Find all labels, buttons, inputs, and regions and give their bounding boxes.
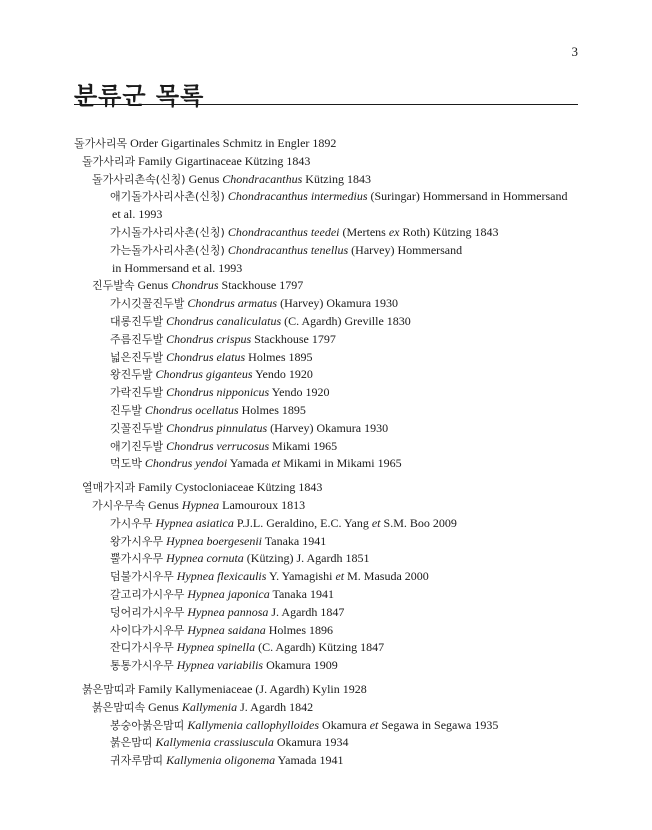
genus-entry [0,277,652,295]
scientific-name: Hypnea spinella [176,640,256,655]
entry-text: (Harvey) Okamura 1930 [267,420,389,435]
entry-text: Order Gigartinales Schmitz in Engler 1892 [127,136,337,150]
korean-name: 덩어리가시우무 [110,605,185,619]
entry-text: (Suringar) Hommersand in Hommersand [367,189,568,204]
entry-text: (Mertens [339,224,389,239]
species-entry [0,657,652,675]
korean-name: 붉은맘띠 [110,736,153,750]
species-entry [0,313,652,331]
korean-name: 왕가시우무 [110,534,164,548]
entry-text: Tanaka 1941 [269,586,334,601]
scientific-name: Chondrus [171,278,219,293]
scientific-name: Chondrus nipponicus [166,385,270,400]
scientific-name: Chondrus yendoi [144,456,228,471]
scientific-name: Kallymenia [181,699,238,714]
korean-name: 돌가사리촌속(신칭) [92,172,186,186]
korean-name: 가는돌가사리사촌(신칭) [110,243,225,257]
korean-name: 붉은맘띠과 [82,682,136,696]
entry-text: (C. Agardh) Greville 1830 [281,313,411,328]
korean-name: 돌가사리과 [82,154,136,168]
korean-name: 가시우무 [110,516,153,530]
species-entry [0,455,652,473]
scientific-name: Chondrus verrucosus [166,438,270,453]
scientific-name: Chondrus elatus [166,349,246,364]
korean-name: 가시돌가사리사촌(신칭) [110,225,225,239]
family-entry [0,153,652,171]
species-entry [0,586,652,604]
scientific-name: Hypnea cornuta [166,551,244,566]
scientific-name: Chondrus ocellatus [144,402,239,417]
entry-text: Holmes 1895 [245,349,313,364]
entry-text: Kützing 1843 [302,171,371,186]
korean-name: 애기돌가사리사촌(신칭) [110,190,225,204]
entry-text: Genus [185,171,223,186]
entry-text: Genus [145,699,182,714]
scientific-name: Chondrus crispus [166,331,252,346]
species-entry [0,402,652,420]
page-number: 3 [571,44,578,59]
scientific-name: Hypnea japonica [187,586,270,601]
scientific-name: et [369,717,379,732]
entry-text: Yamada 1941 [275,753,344,768]
species-entry [0,242,652,260]
entry-text: Okamura 1934 [273,735,349,750]
korean-name: 봉숭아붉은맘띠 [110,718,185,732]
entry-text: Holmes 1895 [238,402,306,417]
species-entry [0,568,652,586]
entry-text: P.J.L. Geraldino, E.C. Yang [233,515,372,530]
korean-name: 왕진두발 [110,368,153,382]
korean-name: 열매가지과 [82,481,136,495]
entry-text: Roth) Kützing 1843 [399,224,499,239]
korean-name: 덤불가시우무 [110,570,174,584]
scientific-name: Chondrus armatus [187,296,278,311]
entry-text: Yendo 1920 [269,385,330,400]
entry-text: Holmes 1896 [265,622,334,637]
korean-name: 진두발속 [92,279,135,293]
species-entry [0,752,652,770]
korean-name: 가시깃꼴진두발 [110,297,185,311]
scientific-name: Kallymenia crassiuscula [155,735,274,750]
entry-text: M. Masuda 2000 [344,569,429,584]
korean-name: 뿔가시우무 [110,552,164,566]
scientific-name: Hypnea asiatica [155,515,234,530]
entry-text: Genus [134,278,172,293]
species-entry [0,622,652,640]
genus-entry [0,699,652,717]
entry-text: Lamouroux 1813 [219,497,306,512]
species-entry [0,331,652,349]
taxon-list [0,135,652,770]
scientific-name: Chondracanthus teedei [227,224,340,239]
korean-name: 주름진두발 [110,332,164,346]
order-entry [0,135,652,153]
entry-text: J. Agardh 1847 [268,604,345,619]
species-entry [0,384,652,402]
species-entry [0,295,652,313]
title-rule [74,104,578,105]
korean-name: 대롱진두발 [110,314,164,328]
korean-name: 붉은맘띠속 [92,700,146,714]
family-entry [0,479,652,497]
species-entry [0,550,652,568]
species-entry [0,639,652,657]
entry-text: Okamura 1909 [263,658,338,673]
entry-text: Segawa in Segawa 1935 [378,717,499,732]
entry-text: Genus [145,497,182,512]
korean-name: 가시우무속 [92,498,146,512]
korean-name: 넓은진두발 [110,350,164,364]
scientific-name: Kallymenia oligonema [166,753,276,768]
scientific-name: ex [388,224,400,239]
scientific-name: Hypnea [181,497,220,512]
genus-entry [0,171,652,189]
entry-text: Stackhouse 1797 [251,331,336,346]
scientific-name: Hypnea pannosa [187,604,269,619]
species-entry [0,515,652,533]
entry-text: (Harvey) Hommersand [348,242,463,257]
entry-continuation [0,260,652,278]
entry-text: et al. 1993 [112,207,163,222]
scientific-name: Chondracanthus intermedius [227,189,368,204]
korean-name: 잔디가시우무 [110,641,174,655]
korean-name: 귀자루맘띠 [110,754,164,768]
entry-text: (C. Agardh) Kützing 1847 [255,640,385,655]
entry-text: in Hommersand et al. 1993 [112,260,243,275]
korean-name: 사이다가시우무 [110,623,185,637]
korean-name: 깃꼴진두발 [110,421,164,435]
scientific-name: et [335,569,345,584]
korean-name: 가락진두발 [110,386,164,400]
entry-text: Okamura [319,717,370,732]
scientific-name: Hypnea flexicaulis [176,569,267,584]
scientific-name: Chondracanthus tenellus [227,242,349,257]
species-entry [0,533,652,551]
species-entry [0,717,652,735]
entry-text: Mikami 1965 [269,438,338,453]
scientific-name: Chondracanthus [222,171,303,186]
scientific-name: Hypnea variabilis [176,658,264,673]
entry-text: Yendo 1920 [252,367,313,382]
entry-text: S.M. Boo 2009 [380,515,457,530]
species-entry [0,420,652,438]
entry-text: Family Kallymeniaceae (J. Agardh) Kylin 1928 [135,681,367,696]
scientific-name: Kallymenia callophylloides [187,717,320,732]
species-entry [0,188,652,206]
korean-name: 애기진두발 [110,439,164,453]
scientific-name: et [271,456,281,471]
scientific-name: et [371,515,381,530]
page-title: 분류군 목록 [74,82,205,110]
species-entry [0,734,652,752]
entry-text: Family Cystocloniaceae Kützing 1843 [135,480,323,495]
entry-text: Tanaka 1941 [262,533,327,548]
korean-name: 먹도박 [110,457,142,471]
scientific-name: Chondrus giganteus [155,367,253,382]
entry-text: Y. Yamagishi [266,569,336,584]
species-entry [0,604,652,622]
korean-name: 돌가사리목 [74,137,128,150]
entry-continuation [0,206,652,224]
korean-name: 진두발 [110,403,142,417]
entry-text: Yamada [227,456,272,471]
scientific-name: Chondrus canaliculatus [166,313,282,328]
species-entry [0,349,652,367]
korean-name: 통통가시우무 [110,659,174,673]
entry-text: (Harvey) Okamura 1930 [277,296,399,311]
family-entry [0,681,652,699]
genus-entry [0,497,652,515]
entry-text: J. Agardh 1842 [237,699,314,714]
species-entry [0,366,652,384]
korean-name: 갈고리가시우무 [110,587,185,601]
entry-text: (Kützing) J. Agardh 1851 [243,551,370,566]
scientific-name: Hypnea saidana [187,622,266,637]
scientific-name: Chondrus pinnulatus [166,420,268,435]
entry-text: Family Gigartinaceae Kützing 1843 [135,153,311,168]
scientific-name: Hypnea boergesenii [166,533,262,548]
entry-text: Mikami in Mikami 1965 [280,456,402,471]
species-entry [0,224,652,242]
entry-text: Stackhouse 1797 [218,278,304,293]
species-entry [0,438,652,456]
